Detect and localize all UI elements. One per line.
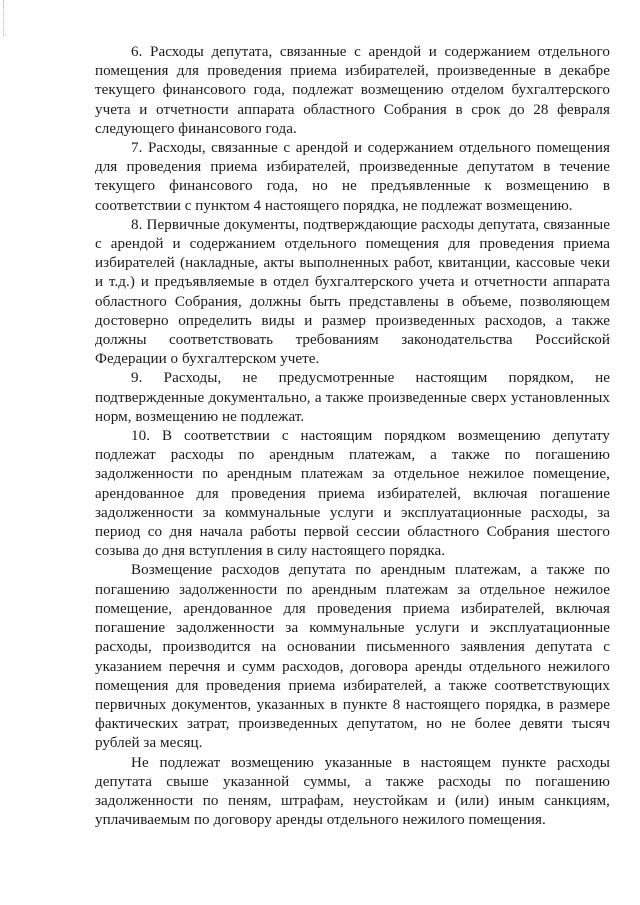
paragraph-item-10: 10. В соответствии с настоящим порядком возмещению депутату подлежат расходы по арендным платежам, а также по погашению задолженности по арендным платежам за отдельное нежилое помещение, арендованное для проведения приема избирателей, включая погашение задолженности за коммунальные услуги и эксплуатационные расходы, за период со дня начала работы первой сессии областного Собрания шестого созыва до дня вступления в силу настоящего порядка. xyxy=(95,428,610,560)
document-body xyxy=(95,43,610,830)
scan-margin-mark xyxy=(3,0,5,36)
paragraph-item-10-part-3: Не подлежат возмещению указанные в настоящем пункте расходы депутата свыше указанной суммы, а также расходы по погашению задолженности по пеням, штрафам, неустойкам и (или) иным санкциям, уплачиваемым по договору аренды отдельного нежилого помещения. xyxy=(95,754,610,829)
paragraph-item-7: 7. Расходы, связанные с арендой и содержанием отдельного помещения для проведения приема избирателей, произведенные депутатом в течение текущего финансового года, но не предъявленные к возмещению в соответствии с пунктом 4 настоящего порядка, не подлежат возмещению. xyxy=(95,140,610,214)
paragraph-item-6: 6. Расходы депутата, связанные с арендой и содержанием отдельного помещения для проведения приема избирателей, произведенные в декабре текущего финансового года, подлежат возмещению отделом бухгалтерского учета и отчетности аппарата областного Собрания в срок до 28 февраля следующего финансового года. xyxy=(95,44,610,137)
paragraph-item-10-part-2: Возмещение расходов депутата по арендным платежам, а также по погашению задолженности по арендным платежам за отдельное нежилое помещение, арендованное для проведения приема избирателей, включая погашение задолженности за коммунальные услуги и эксплуатационные расходы, производится на основании письменного заявления депутата с указанием перечня и сумм расходов, договора аренды отдельного нежилого помещения для проведения приема избирателей, а также соответствующих первичных документов, указанных в пункте 8 настоящего порядка, в размере фактических затрат, произведенных депутатом, но не более девяти тысяч рублей за месяц. xyxy=(95,562,610,752)
paragraph-item-9: 9. Расходы, не предусмотренные настоящим порядком, не подтвержденные документально, а также произведенные сверх установленных норм, возмещению не подлежат. xyxy=(95,370,610,425)
paragraph-item-8: 8. Первичные документы, подтверждающие расходы депутата, связанные с арендой и содержанием отдельного помещения для проведения приема избирателей (накладные, акты выполненных работ, квитанции, кассовые чеки и т.д.) и предъявляемые в отдел бухгалтерского учета и отчетности аппарата областного Собрания, должны быть представлены в объеме, позволяющем достоверно определить виды и размер произведенных расходов, а также должны соответствовать требованиям законодательства Российской Федерации о бухгалтерском учете. xyxy=(95,216,610,368)
